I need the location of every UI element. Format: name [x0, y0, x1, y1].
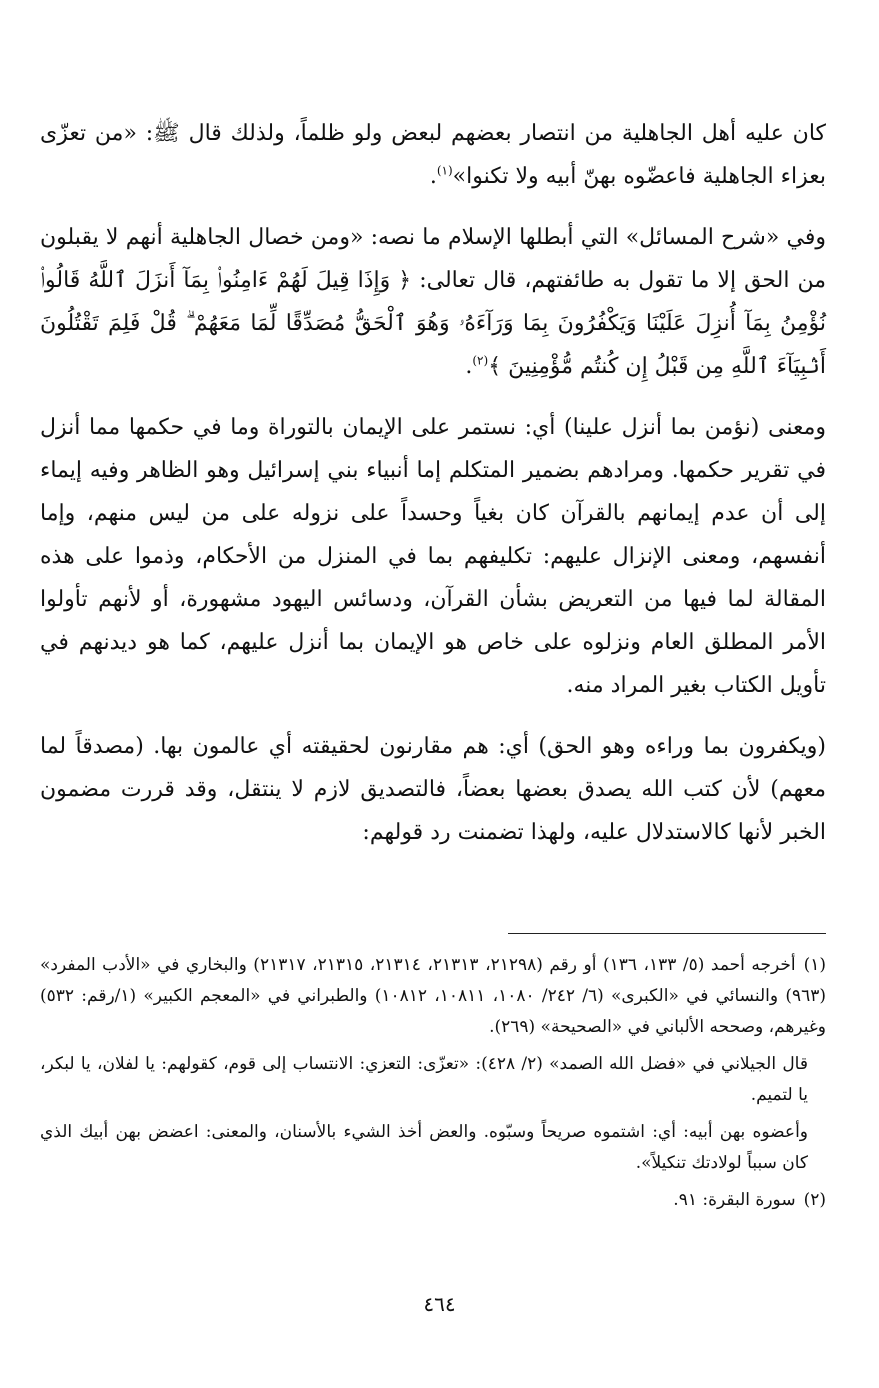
paragraph-1-period: .	[429, 164, 437, 189]
footnote-2-text: سورة البقرة: ٩١.	[673, 1190, 796, 1210]
paragraph-2-period: .	[465, 354, 473, 379]
paragraph-2-text: وفي «شرح المسائل» التي أبطلها الإسلام ما نصه: «ومن خصال الجاهلية أنهم لا يقبلون من الحق إلا ما تقول به طائفتهم، قال تعالى: ﴿ وَإِذَا قِيلَ لَهُمْ ءَامِنُوا۟ بِمَآ أَنزَلَ ٱللَّهُ قَالُوا۟ نُؤْمِنُ بِمَآ أُنزِلَ عَلَيْنَا وَيَكْفُرُونَ بِمَا وَرَآءَهُۥ وَهُوَ ٱلْحَقُّ مُصَدِّقًا لِّمَا مَعَهُمْ ۗ قُلْ فَلِمَ تَقْتُلُونَ أَنۢبِيَآءَ ٱللَّهِ مِن قَبْلُ إِن كُنتُم مُّؤْمِنِينَ ﴾	[40, 225, 826, 379]
footnote-ref-1[interactable]: (١)	[436, 163, 453, 178]
footnote-2	[40, 1185, 826, 1216]
footnote-1-note-1: قال الجيلاني في «فضل الله الصمد» (٢/ ٤٢٨): «تعزّى: التعزي: الانتساب إلى قوم، كقولهم: يا لفلان، يا لبكر، يا لتميم.	[40, 1054, 808, 1105]
footnote-2-number: (٢)	[803, 1190, 826, 1210]
page-number: ٤٦٤	[423, 1292, 456, 1316]
footnote-1-text: أخرجه أحمد (٥/ ١٣٣، ١٣٦) أو رقم (٢١٢٩٨، ٢١٣١٣، ٢١٣١٤، ٢١٣١٥، ٢١٣١٧) والبخاري في «الأدب المفرد» (٩٦٣) والنسائي في «الكبرى» (٦/ ٢٤٢/ ١٠٨٠، ١٠٨١١، ١٠٨١٢) والطبراني في «المعجم الكبير» (١/رقم: ٥٣٢) وغيرهم، وصححه الألباني في «الصحيحة» (٢٦٩).	[40, 955, 826, 1037]
paragraph-1-text: كان عليه أهل الجاهلية من انتصار بعضهم لبعض ولو ظلماً، ولذلك قال ﷺ: «من تعزّى بعزاء الجاهلية فاعضّوه بهنّ أبيه ولا تكنوا»	[40, 121, 826, 189]
footnote-1	[40, 950, 826, 1043]
footnote-separator	[508, 933, 826, 934]
footnote-ref-2[interactable]: (٢)	[472, 353, 489, 368]
paragraph-2	[40, 216, 826, 388]
paragraph-3: ومعنى (نؤمن بما أنزل علينا) أي: نستمر على الإيمان بالتوراة وما في حكمها مما أنزل في تقرير حكمها. ومرادهم بضمير المتكلم إما أنبياء بني إسرائيل وهو الظاهر وفيه إيماء إلى أن عدم إيمانهم بالقرآن كان بغياً وحسداً على نزوله على من ليس منهم، وإما أنفسهم، ومعنى الإنزال عليهم: تكليفهم بما في المنزل من الأحكام، وذموا على هذه المقالة لما فيها من التعريض بشأن القرآن، ودسائس اليهود مشهورة، أو لأنهم تأولوا الأمر المطلق العام ونزلوه على خاص هو الإيمان بما أنزل عليهم، كما هو ديدنهم في تأويل الكتاب بغير المراد منه.	[40, 415, 826, 698]
paragraph-4: (ويكفرون بما وراءه وهو الحق) أي: هم مقارنون لحقيقته أي عالمون بها. (مصدقاً لما معهم) لأن كتب الله يصدق بعضها بعضاً، فالتصديق لازم لا ينتقل، وقد قررت مضمون الخبر لأنها كالاستدلال عليه، ولهذا تضمنت رد قولهم:	[40, 734, 826, 845]
footnote-1-note-2: وأعضوه بهن أبيه: أي: اشتموه صريحاً وسبّوه. والعض أخذ الشيء بالأسنان، والمعنى: اعضض بهن أبيك الذي كان سبباً لولادتك تنكيلاً».	[40, 1122, 808, 1173]
main-text	[40, 100, 826, 872]
footnotes	[40, 950, 826, 1222]
paragraph-1	[40, 112, 826, 198]
footnote-1-number: (١)	[803, 955, 827, 975]
